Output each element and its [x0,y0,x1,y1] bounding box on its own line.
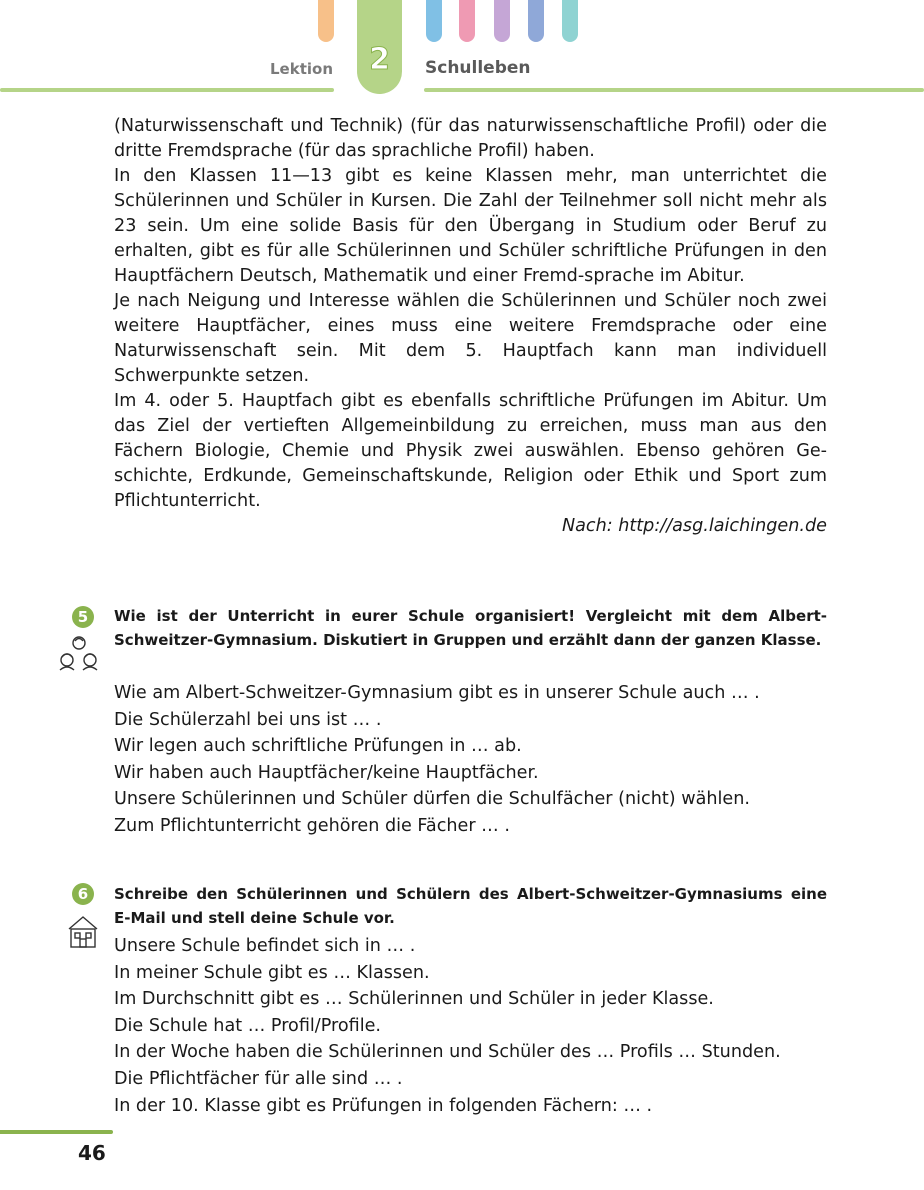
phrase-line: Zum Pflichtunterricht gehören die Fächer … . [114,815,510,836]
header-color-tabs [0,0,924,42]
task-number-badge: 5 [72,606,94,628]
color-tab [459,0,475,42]
footer-rule [0,1130,113,1134]
color-tab [528,0,544,42]
phrase-line: In der Woche haben die Schülerinnen und Schüler des … Profils … Stunden. [114,1042,781,1063]
reading-text [114,114,827,539]
task6-phrases [114,933,834,1119]
phrase-line: Die Pflichtfächer für alle sind … . [114,1068,403,1089]
header-rule-left [0,88,334,92]
color-tab [318,0,334,42]
color-tab [562,0,578,42]
color-tab [426,0,442,42]
phrase-line: Im Durchschnitt gibt es … Schülerinnen und Schüler in jeder Klasse. [114,989,714,1010]
phrase-line: Die Schule hat … Profil/Profile. [114,1015,382,1036]
phrase-line: In meiner Schule gibt es … Klassen. [114,962,430,983]
phrase-line: In der 10. Klasse gibt es Prüfungen in folgenden Fächern: … . [114,1095,653,1116]
phrase-line: Wir legen auch schriftliche Prüfungen in … ab. [114,736,522,757]
task-instruction: Schreibe den Schülerinnen und Schülern des Albert-Schweitzer-Gymnasiums eine E-Mail und stell deine Schule vor. [114,885,827,927]
phrase-line: Unsere Schülerinnen und Schüler dürfen die Schulfächer (nicht) wählen. [114,789,750,810]
task5-phrases [114,680,834,840]
lesson-number: 2 [369,42,390,77]
house-icon [66,914,100,950]
phrase-line: Unsere Schule befindet sich in … . [114,936,416,956]
lesson-number-tab [357,0,402,94]
paragraph: In den Klassen 11—13 gibt es keine Klassen mehr, man unterrichtet die Schülerinnen und Schüler in Kursen. Die Zahl der Teilnehmer soll nicht mehr als 23 sein. Um eine solide Basis für den Übergang in Studium oder Beruf zu erhalten, gibt es für alle Schülerinnen und Schüler schriftliche Prüfungen in den Hauptfächern Deutsch, Mathematik und einer Fremd-sprache im Abitur. [114,166,827,286]
source-citation: Nach: http://asg.laichingen.de [561,516,827,536]
paragraph: (Naturwissenschaft und Technik) (für das naturwissenschaftliche Profil) oder die dritte Fremdsprache (für das sprachliche Profil) haben. [114,116,827,161]
task-number-badge: 6 [72,883,94,905]
color-tab [494,0,510,42]
lektion-label: Lektion [270,60,334,78]
header-rule-right [424,88,924,92]
phrase-line: Wie am Albert-Schweitzer-Gymnasium gibt es in unserer Schule auch … . [114,683,760,703]
phrase-line: Die Schülerzahl bei uns ist … . [114,709,382,730]
group-discussion-icon [56,632,102,674]
task-instruction: Wie ist der Unterricht in eurer Schule organisiert! Vergleicht mit dem Albert-Schweitzer-Gymnasium. Diskutiert in Gruppen und erzählt dann der ganzen Klasse. [114,607,827,649]
paragraph: Im 4. oder 5. Hauptfach gibt es ebenfalls schriftliche Prüfungen im Abitur. Um das Ziel der vertieften Allgemeinbildung zu erreichen, muss man aus den Fächern Biologie, Chemie und Physik zwei auswählen. Ebenso gehören Ge-schichte, Erdkunde, Gemeinschaftskunde, Religion oder Ethik und Sport zum Pflichtunterricht. [114,391,827,511]
paragraph: Je nach Neigung und Interesse wählen die Schülerinnen und Schüler noch zwei weitere Hauptfächer, eines muss eine weitere Fremdsprache oder eine Naturwissenschaft sein. Mit dem 5. Hauptfach kann man individuell Schwerpunkte setzen. [114,291,827,386]
chapter-title: Schulleben [425,58,531,78]
phrase-line: Wir haben auch Hauptfächer/keine Hauptfächer. [114,762,539,783]
page-number: 46 [78,1141,106,1165]
